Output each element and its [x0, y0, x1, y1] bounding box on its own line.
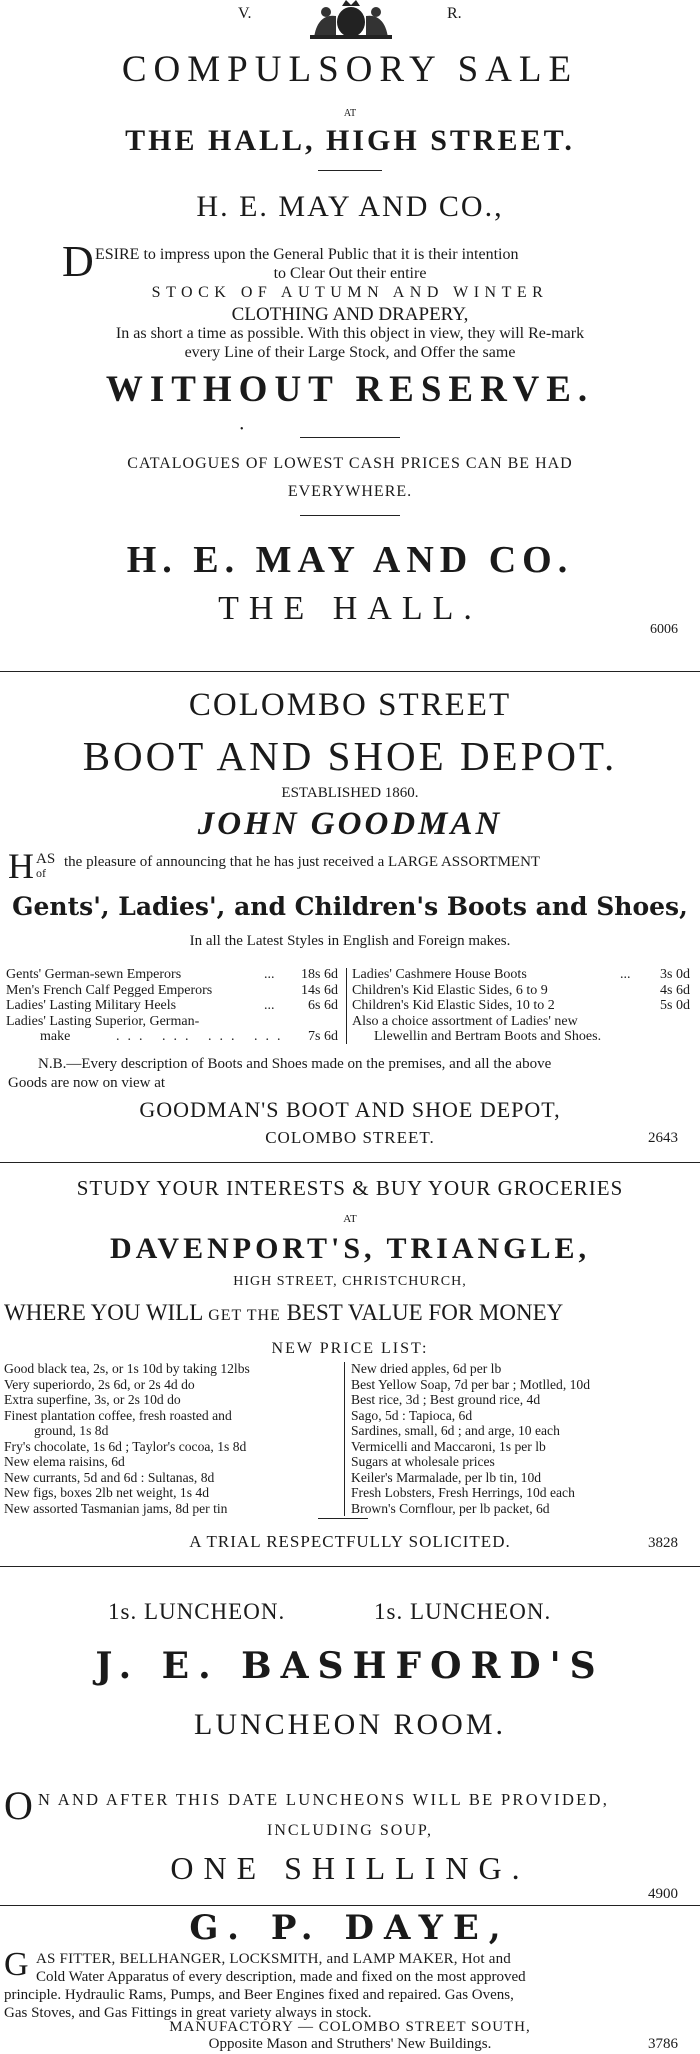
boots-shoes-heading: Gents', Ladies', and Children's Boots and Shoes,: [12, 892, 688, 921]
value-for-money-line: WHERE YOU WILL GET THE BEST VALUE FOR MONEY: [4, 1300, 564, 1325]
grocery-item: Sardines, small, 6d ; and arge, 10 each: [351, 1423, 560, 1438]
grocery-item: Very superiordo, 2s 6d, or 2s 4d do: [4, 1376, 195, 1392]
nb-line-2: Goods are now on view at: [8, 1075, 166, 1091]
may-para-2b: every Line of their Large Stock, and Offer the same: [184, 344, 516, 361]
price-item: Men's French Calf Pegged Emperors 14s 6d: [6, 982, 338, 998]
nb-line-1: N.B.—Every description of Boots and Shoes made on the premises, and all the above: [38, 1056, 552, 1072]
daye-name: G. P. DAYE,: [189, 1908, 511, 1948]
grocery-left-list: [4, 1361, 344, 1516]
new-price-list-heading: NEW PRICE LIST:: [271, 1340, 429, 1357]
without-reserve: WITHOUT RESERVE.: [105, 369, 595, 410]
grocery-item: Extra superfine, 3s, or 2s 10d do: [4, 1392, 181, 1407]
grocery-item: Best rice, 3d ; Best ground rice, 4d: [351, 1392, 541, 1407]
grocery-item: ground, 1s 8d: [34, 1423, 109, 1438]
drop-cap-o: O: [4, 1783, 33, 1828]
firm-name: H. E. MAY AND CO.,: [196, 190, 504, 223]
trial-solicited: A TRIAL RESPECTFULLY SOLICITED.: [189, 1532, 511, 1551]
at-label: AT: [343, 108, 357, 119]
ad-ref-3828: 3828: [648, 1535, 678, 1551]
price-item: Gents' German-sewn Emperors ... 18s 6d: [6, 967, 338, 982]
price-item: Children's Kid Elastic Sides, 6 to 9 4s 6d: [352, 982, 690, 998]
grocery-item: Brown's Cornflour, per lb packet, 6d: [351, 1500, 550, 1516]
established-line: ESTABLISHED 1860.: [281, 785, 419, 801]
one-shilling: ONE SHILLING.: [170, 1850, 530, 1886]
colombo-street-line: COLOMBO STREET.: [265, 1128, 435, 1147]
price-item: Also a choice assortment of Ladies' new: [352, 1013, 578, 1029]
grocery-item: Fry's chocolate, 1s 6d ; Taylor's cocoa, 1s 8d: [4, 1438, 247, 1454]
latest-styles-line: In all the Latest Styles in English and Foreign makes.: [189, 933, 511, 949]
opposite-line: Opposite Mason and Struthers' New Buildings.: [208, 2036, 492, 2052]
clothing-line: CLOTHING AND DRAPERY,: [231, 304, 469, 325]
stock-line: STOCK OF AUTUMN AND WINTER: [151, 284, 549, 301]
study-interests-heading: STUDY YOUR INTERESTS & BUY YOUR GROCERIES: [76, 1176, 624, 1200]
grocery-item: Sugars at wholesale prices: [351, 1454, 495, 1469]
grocery-item: Vermicelli and Maccaroni, 1s per lb: [351, 1438, 546, 1454]
grocery-item: New figs, boxes 2lb net weight, 1s 4d: [4, 1485, 210, 1500]
compulsory-sale-title: COMPULSORY SALE: [121, 49, 579, 90]
daye-line-2: Cold Water Apparatus of every description, made and fixed on the most approved: [36, 1969, 526, 1985]
grocery-item: New elema raisins, 6d: [4, 1454, 125, 1469]
bashford-para-1: N AND AFTER THIS DATE LUNCHEONS WILL BE PROVIDED,: [38, 1790, 610, 1809]
drop-cap-d: D: [62, 237, 94, 286]
may-para-1b: to Clear Out their entire: [273, 265, 427, 282]
vr-left: V.: [238, 5, 252, 22]
newspaper-advertisements-page: V. R. COMPULSORY SALE AT THE HALL, HIGH STREET. H. E. MAY AND CO., D ESIRE to impress upon the General Public that it is their intention to Clear Out their entire STOCK OF AUTUMN AND WINTER CLOTHING AND DRAPERY, In as short a time as possible. With this object in view, they will Re-mark every Line of their Large Stock, and Offer the same WITHOUT RESERVE. • CATALOGUES OF LOWEST CASH PRICES CAN BE HAD EVERYWHERE. H. E. MAY AND CO. THE HALL. 6006 COLOMBO STREET BOOT AND SHOE DEPOT. ESTABLISHED 1860. JOHN GOODMAN H AS of the pleasure of announcing that he has just received a LARGE ASSORTMENT Gents', Ladies', and Children's Boots and Shoes, In all the Latest Styles in English and Foreign makes. Gents' German-sewn Emperors ... 18s 6d Men's French Calf Pegged Emperors 14s 6d Ladies' Lasting Military Heels ... 6s 6d Ladies' Lasting Superior, German- make ... ... ... ... 7s 6d Ladies' Cashmere House Boots ... 3s 0d Children's Kid Elastic Sides, 6 to 9 4s 6d Children's Kid Elastic Sides, 10 to 2 5s 0d Also a choice assortment of Ladies' new Llewellin and Bertram Boots and Shoes. N.B.—Every description of Boots and Shoes made on the premises, and all the above Goods are now on view at GOODMAN'S BOOT AND SHOE DEPOT, COLOMBO STREET. 2643 STUDY YOUR INTERESTS & BUY YOUR GROCERIES AT DAVENPORT'S, TRIANGLE, HIGH STREET, CHRISTCHURCH, WHERE YOU WILL GET THE BEST VALUE FOR MONEY NEW PRICE LIST: Good black tea, 2s, or 1s 10d by taking 12lbs Very superiordo, 2s 6d, or 2s 4d do Extra superfine, 3s, or 2s 10d do Finest plantation coffee, fresh roasted and ground, 1s 8d Fry's chocolate, 1s 6d ; Taylor's cocoa, 1s 8d New elema raisins, 6d New currants, 5d and 6d : Sultanas, 8d New figs, boxes 2lb net weight, 1s 4d New assorted Tasmanian jams, 8d per tin New dried apples, 6d per lb Best Yellow Soap, 7d per bar ; Motlled, 10d Best rice, 3d ; Best ground rice, 4d Sago, 5d : Tapioca, 6d Sardines, small, 6d ; and arge, 10 each Vermicelli and Maccaroni, 1s per lb Sugars at wholesale prices Keiler's Marmalade, per lb tin, 10d Fresh Lobsters, Fresh Herrings, 10d each Brown's Cornflour, per lb packet, 6d A TRIAL RESPECTFULLY SOLICITED. 3828 1s. LUNCHEON. 1s. LUNCHEON. J. E. BASHFORD'S LUNCHEON ROOM. O N AND AFTER THIS DATE LUNCHEONS WILL BE PROVIDED, INCLUDING SOUP, ONE SHILLING. 4900 G. P. DAYE, G AS FITTER, BELLHANGER, LOCKSMITH, and LAMP MAKER, Hot and Cold Water Apparatus of every description, made and fixed on the most approved principle. Hydraulic Rams, Pumps, and Beer Engines fixed and repaired. Gas Ovens, Gas Stoves, and Gas Fittings in great variety always in stock. MANUFACTORY — COLOMBO STREET SOUTH, Opposite Mason and Struthers' New Buildings. 3786: [0, 0, 700, 2054]
catalogues-line-2: EVERYWHERE.: [287, 483, 413, 500]
daye-line-1: AS FITTER, BELLHANGER, LOCKSMITH, and LAMP MAKER, Hot and: [36, 1951, 512, 1967]
grocery-item: Keiler's Marmalade, per lb tin, 10d: [351, 1469, 542, 1485]
royal-coat-of-arms-icon: [296, 0, 406, 40]
luncheon-left: 1s. LUNCHEON.: [108, 1599, 286, 1624]
boot-shoe-depot-heading: BOOT AND SHOE DEPOT.: [82, 733, 618, 779]
may-para-2a: In as short a time as possible. With this object in view, they will Re-mark: [115, 325, 585, 342]
price-item: Ladies' Lasting Military Heels ... 6s 6d: [6, 998, 338, 1013]
firm-name-large: H. E. MAY AND CO.: [126, 539, 574, 581]
davenport-address: HIGH STREET, CHRISTCHURCH,: [233, 1274, 467, 1289]
place-heading: THE HALL, HIGH STREET.: [125, 124, 575, 157]
daye-line-4: Gas Stoves, and Gas Fittings in great variety always in stock.: [4, 2005, 372, 2021]
grocery-item: Best Yellow Soap, 7d per bar ; Motlled, 10d: [351, 1376, 591, 1392]
manufactory-line: MANUFACTORY — COLOMBO STREET SOUTH,: [169, 2019, 531, 2035]
grocery-item: Finest plantation coffee, fresh roasted and: [4, 1407, 232, 1423]
davenport-at: AT: [343, 1213, 357, 1225]
vr-right: R.: [447, 5, 462, 22]
price-item: Llewellin and Bertram Boots and Shoes.: [374, 1029, 602, 1044]
bashford-para-2: INCLUDING SOUP,: [266, 1822, 433, 1839]
grocery-right-list: [351, 1361, 697, 1516]
may-para-1a: ESIRE to impress upon the General Public that it is their intention: [95, 246, 519, 263]
davenports-triangle: DAVENPORT'S, TRIANGLE,: [109, 1232, 591, 1265]
goodmans-depot-line: GOODMAN'S BOOT AND SHOE DEPOT,: [139, 1097, 561, 1122]
goodman-intro: the pleasure of announcing that he has just received a LARGE ASSORTMENT: [64, 854, 541, 870]
ad-ref-4900: 4900: [648, 1886, 678, 1902]
drop-cap-h: H: [8, 846, 34, 886]
goodman-left-price-list: [6, 967, 346, 1045]
as-fragment: AS: [36, 851, 56, 867]
drop-cap-g: G: [4, 1946, 29, 1983]
bashford-name: J. E. BASHFORD'S: [95, 1645, 605, 1687]
luncheon-right: 1s. LUNCHEON.: [374, 1599, 552, 1624]
grocery-item: Sago, 5d : Tapioca, 6d: [351, 1407, 473, 1423]
colombo-street-heading: COLOMBO STREET: [188, 687, 512, 723]
goodman-right-price-list: [352, 967, 698, 1045]
grocery-item: Good black tea, 2s, or 1s 10d by taking 12lbs: [4, 1361, 250, 1376]
grocery-item: New assorted Tasmanian jams, 8d per tin: [4, 1500, 228, 1516]
the-hall: THE HALL.: [218, 590, 482, 627]
grocery-item: New dried apples, 6d per lb: [351, 1361, 502, 1376]
daye-line-3: principle. Hydraulic Rams, Pumps, and Beer Engines fixed and repaired. Gas Ovens,: [4, 1987, 514, 2003]
price-item: Children's Kid Elastic Sides, 10 to 2 5s 0d: [352, 998, 690, 1013]
catalogues-line-1: CATALOGUES OF LOWEST CASH PRICES CAN BE HAD: [127, 455, 573, 472]
luncheon-room: LUNCHEON ROOM.: [194, 1708, 506, 1741]
price-item: Ladies' Cashmere House Boots ... 3s 0d: [352, 967, 690, 982]
grocery-item: New currants, 5d and 6d : Sultanas, 8d: [4, 1469, 215, 1485]
grocery-item: Fresh Lobsters, Fresh Herrings, 10d each: [351, 1485, 575, 1500]
price-item: make ... ... ... ... 7s 6d: [40, 1029, 338, 1044]
ad-ref-2643: 2643: [648, 1130, 678, 1146]
of-fragment: of: [36, 866, 46, 880]
ad-ref-6006: 6006: [650, 622, 678, 637]
price-item: Ladies' Lasting Superior, German-: [6, 1013, 200, 1029]
ad-ref-3786: 3786: [648, 2036, 678, 2052]
john-goodman-name: JOHN GOODMAN: [197, 806, 503, 842]
